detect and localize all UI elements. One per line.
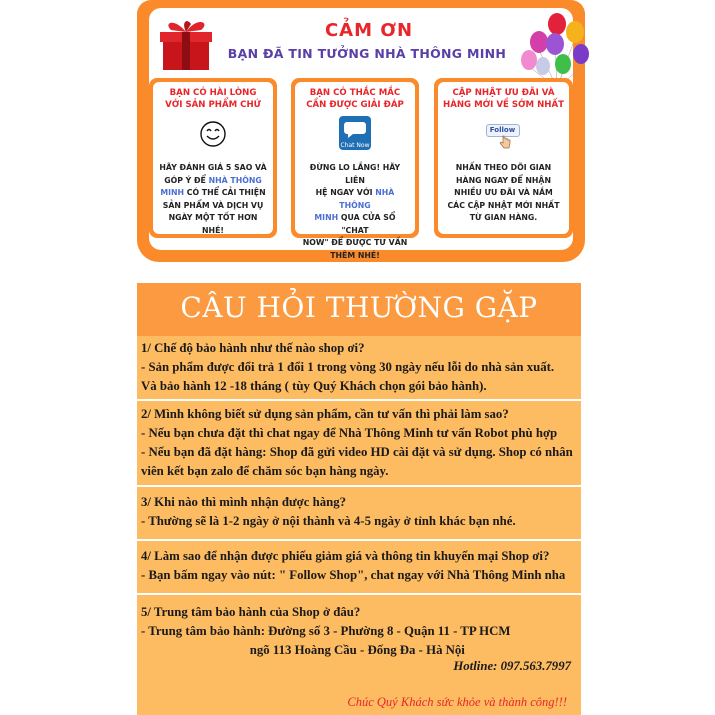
thanks-title: CẢM ƠN (324, 20, 414, 41)
faq-question: 2/ Mình không biết sử dụng sản phẩm, cần tư vấn thì phải làm sao? (141, 407, 509, 421)
card-body (443, 162, 564, 225)
faq-item-2 (141, 405, 573, 481)
card-body-line: NHẤN THEO DÕI GIAN (455, 163, 552, 172)
card-body-line: HỆ NGAY VỚI NHÀ THÔNG (315, 188, 395, 210)
faq-panel (137, 283, 581, 715)
card-body-line: NOW" ĐỂ ĐƯỢC TƯ VẤN (302, 238, 408, 247)
card-body (300, 162, 410, 262)
card-body-line: SẢN PHẨM VÀ DỊCH VỤ (162, 200, 264, 210)
card-body-line: HÀNG NGAY ĐỂ NHẬN (456, 175, 551, 185)
card-inner (295, 82, 415, 260)
faq-item-3 (141, 493, 516, 531)
faq-divider (137, 539, 581, 541)
faq-question: 4/ Làm sao để nhận được phiếu giảm giá và thông tin khuyến mại Shop ơi? (141, 549, 550, 563)
card-title-line: BẠN CÓ THẮC MẮC (309, 88, 401, 98)
card-body-line: HÃY ĐÁNH GIÁ 5 SAO VÀ (159, 163, 267, 172)
faq-answer-line: Và bảo hành 12 -18 tháng ( tùy Quý Khách chọn gói bảo hành). (141, 379, 487, 393)
smiley-icon (199, 120, 227, 148)
faq-title-bar (137, 283, 581, 336)
chat-now-icon[interactable] (339, 116, 371, 150)
card-body-line: CÁC CẬP NHẬT MỚI NHẤT (447, 200, 560, 210)
card-inner (153, 82, 273, 234)
chat-now-label: Chat Now (340, 142, 370, 149)
card-body-line: TỪ GIAN HÀNG. (469, 213, 538, 222)
faq-divider (137, 593, 581, 595)
card-title-line: BẠN CÓ HÀI LÒNG (169, 88, 257, 98)
card-title (157, 87, 269, 111)
card-body-line: NGÀY MỘT TỐT HƠN NHÉ! (168, 213, 258, 235)
faq-item-5 (141, 603, 510, 660)
follow-card (434, 78, 573, 238)
card-title-line: CẬP NHẬT ƯU ĐÃI VÀ (452, 88, 555, 98)
faq-answer-line: - Nếu bạn đã đặt hàng: Shop đã gửi video HD cài đặt và sử dụng. Shop có nhân (141, 445, 573, 459)
faq-title: CÂU HỎI THƯỜNG GẶP (180, 291, 538, 324)
faq-question: 1/ Chế độ bảo hành như thế nào shop ơi? (141, 341, 365, 355)
faq-divider (137, 485, 581, 487)
closing-wish: Chúc Quý Khách sức khỏe và thành công!!! (347, 695, 567, 709)
card-body-line: ĐỪNG LO LẮNG! HÃY LIÊN (309, 163, 401, 185)
card-body-line: MINH QUA CỬA SỔ "CHAT (314, 213, 396, 235)
faq-divider (137, 399, 581, 401)
card-body-line: MINH CÓ THỂ CẢI THIỆN (160, 188, 266, 197)
faq-answer-line: viên kết bạn zalo để chăm sóc bạn hàng ngày. (141, 464, 389, 478)
thank-you-banner (137, 0, 585, 262)
card-title (299, 87, 411, 111)
feedback-card (149, 78, 277, 238)
card-body-line: GÓP Ý ĐỂ NHÀ THÔNG (164, 175, 262, 185)
follow-label: Follow (486, 124, 520, 137)
faq-item-1 (141, 339, 554, 396)
card-title-line: VỚI SẢN PHẨM CHỨ (165, 100, 261, 110)
card-body-line: NHIỀU ƯU ĐÃI VÀ NẮM (454, 188, 553, 197)
faq-answer-line: - Nếu bạn chưa đặt thì chat ngay để Nhà Thông Minh tư vấn Robot phù hợp (141, 426, 558, 440)
card-title-line: CẦN ĐƯỢC GIẢI ĐÁP (306, 100, 404, 110)
card-title-line: HÀNG MỚI VỀ SỚM NHẤT (443, 100, 564, 110)
faq-question: 5/ Trung tâm bảo hành của Shop ở đâu? (141, 605, 361, 619)
faq-answer-line: - Trung tâm bảo hành: Đường số 3 - Phường 8 - Quận 11 - TP HCM (141, 624, 511, 638)
thanks-subtitle: BẠN ĐÃ TIN TƯỞNG NHÀ THÔNG MINH (227, 46, 507, 61)
faq-item-4 (141, 547, 565, 585)
faq-question: 3/ Khi nào thì mình nhận được hàng? (141, 495, 347, 509)
gift-box-icon (157, 14, 215, 74)
card-inner (438, 82, 569, 234)
card-body-line: THÊM NHÉ! (330, 250, 380, 260)
faq-answer-line: - Thường sẽ là 1-2 ngày ở nội thành và 4-5 ngày ở tỉnh khác bạn nhé. (141, 514, 516, 528)
card-title (442, 87, 565, 111)
faq-answer-line: ngõ 113 Hoàng Cầu - Đống Đa - Hà Nội (141, 643, 465, 657)
card-body (158, 162, 268, 237)
hotline: Hotline: 097.563.7997 (453, 659, 571, 673)
balloons-icon (517, 8, 597, 88)
faq-answer-line: - Sản phẩm được đổi trả 1 đổi 1 trong vòng 30 ngày nếu lỗi do nhà sản xuất. (141, 360, 555, 374)
follow-button-icon[interactable] (484, 122, 524, 150)
support-card (291, 78, 419, 260)
faq-answer-line: - Bạn bấm ngay vào nút: " Follow Shop", chat ngay với Nhà Thông Minh nha (141, 568, 566, 582)
hand-pointer-icon (498, 135, 512, 149)
